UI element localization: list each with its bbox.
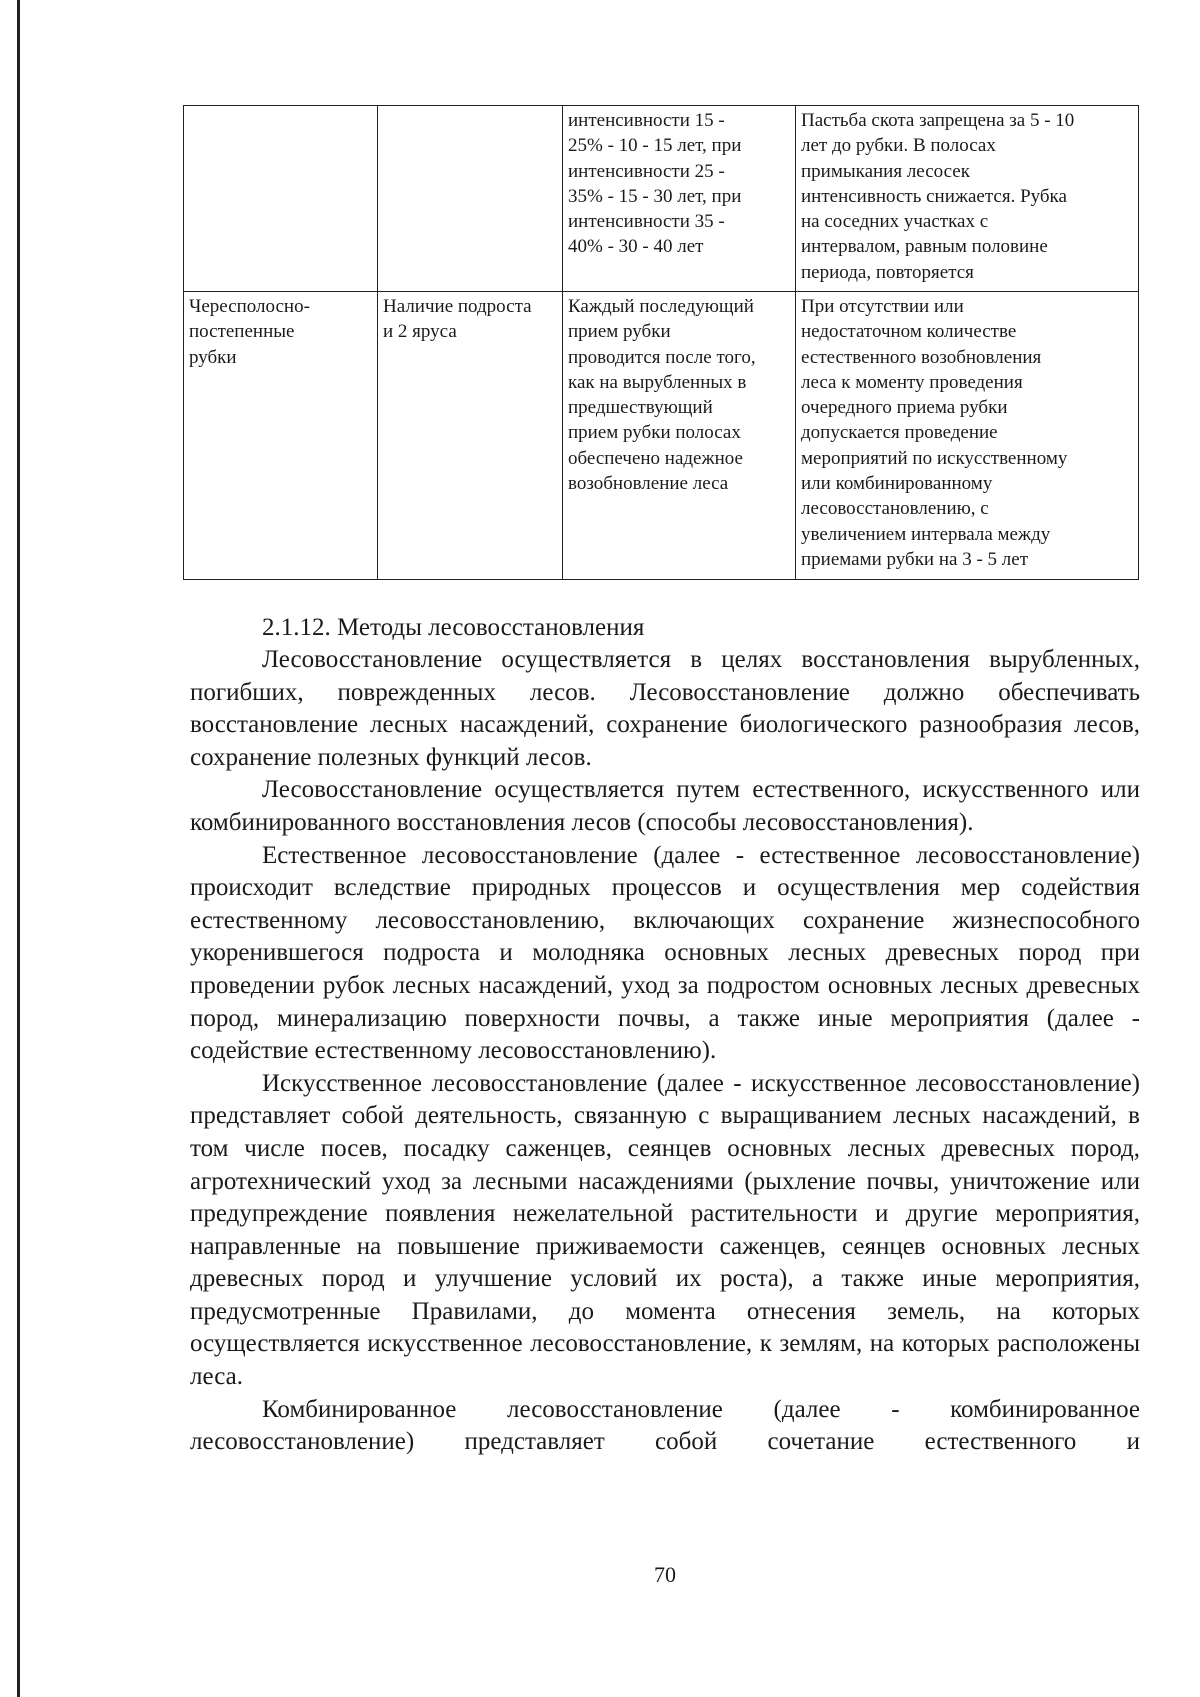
table-cell-timing bbox=[563, 292, 796, 580]
table-row bbox=[184, 292, 1139, 580]
table-row bbox=[184, 106, 1139, 292]
table-cell-condition bbox=[378, 106, 563, 292]
paragraph: Комбинированное лесовосстановление (далее - комбинированное лесовосстановление) представляет собой сочетание естественного и bbox=[190, 1395, 1140, 1456]
section-body bbox=[190, 644, 1140, 1459]
table-cell-timing bbox=[563, 106, 796, 292]
table-cell-condition bbox=[378, 292, 563, 580]
cell-text: интенсивности 15 - 25% - 10 - 15 лет, при интенсивности 25 - 35% - 15 - 30 лет, при интенсивности 35 - 40% - 30 - 40 лет bbox=[568, 110, 742, 258]
paragraph: Естественное лесовосстановление (далее - естественное лесовосстановление) происходит вследствие природных процессов и осуществления мер содействия естественному лесовосстановлению, включающих сохранение жизнеспособного укоренившегося подроста и молодняка основных лесных древесных пород при проведении рубок лесных насаждений, уход за подростом основных лесных древесных пород, минерализацию поверхности почвы, а также иные мероприятия (далее - содействие естественному лесовосстановлению). bbox=[190, 841, 1140, 1065]
paragraph: Лесовосстановление осуществляется в целях восстановления вырубленных, погибших, поврежденных лесов. Лесовосстановление должно обеспечивать восстановление лесных насаждений, сохранение биологического разнообразия лесов, сохранение полезных функций лесов. bbox=[190, 646, 1140, 771]
table-cell-notes bbox=[796, 106, 1139, 292]
cell-text: Каждый последующий прием рубки проводится после того, как на вырубленных в предшествующий прием рубки полосах обеспечено надежное возобновление леса bbox=[568, 296, 756, 495]
cell-text: Чересполосно- постепенные рубки bbox=[189, 296, 310, 368]
table-cell-method bbox=[184, 106, 378, 292]
section-heading: 2.1.12. Методы лесовосстановления bbox=[262, 614, 645, 641]
paragraph: Лесовосстановление осуществляется путем естественного, искусственного или комбинированного восстановления лесов (способы лесовосстановления). bbox=[190, 776, 1140, 836]
cell-text: При отсутствии или недостаточном количестве естественного возобновления леса к моменту проведения очередного приема рубки допускается проведение мероприятий по искусственному или комбинированному лесовосстановлению, с увеличением интервала между приемами рубки на 3 - 5 лет bbox=[801, 296, 1068, 570]
cell-text: Наличие подроста и 2 яруса bbox=[383, 296, 532, 343]
logging-methods-table bbox=[183, 105, 1139, 580]
paragraph: Искусственное лесовосстановление (далее - искусственное лесовосстановление) представляет собой деятельность, связанную с выращиванием лесных насаждений, в том числе посев, посадку саженцев, сеянцев основных лесных древесных пород, агротехнический уход за лесными насаждениями (рыхление почвы, уничтожение или предупреждение появления нежелательной растительности и другие мероприятия, направленные на повышение приживаемости саженцев, сеянцев основных лесных древесных пород и улучшение условий их роста), а также иные мероприятия, предусмотренные Правилами, до момента отнесения земель, на которых осуществляется искусственное лесовосстановление, к землям, на которых расположены леса. bbox=[190, 1069, 1140, 1391]
table-cell-notes bbox=[796, 292, 1139, 580]
table-cell-method bbox=[184, 292, 378, 580]
page-number: 70 bbox=[654, 1562, 676, 1587]
scan-edge-line bbox=[17, 0, 20, 1697]
cell-text: Пастьба скота запрещена за 5 - 10 лет до рубки. В полосах примыкания лесосек интенсивность снижается. Рубка на соседних участках с интервалом, равным половине периода, повторяется bbox=[801, 110, 1075, 283]
